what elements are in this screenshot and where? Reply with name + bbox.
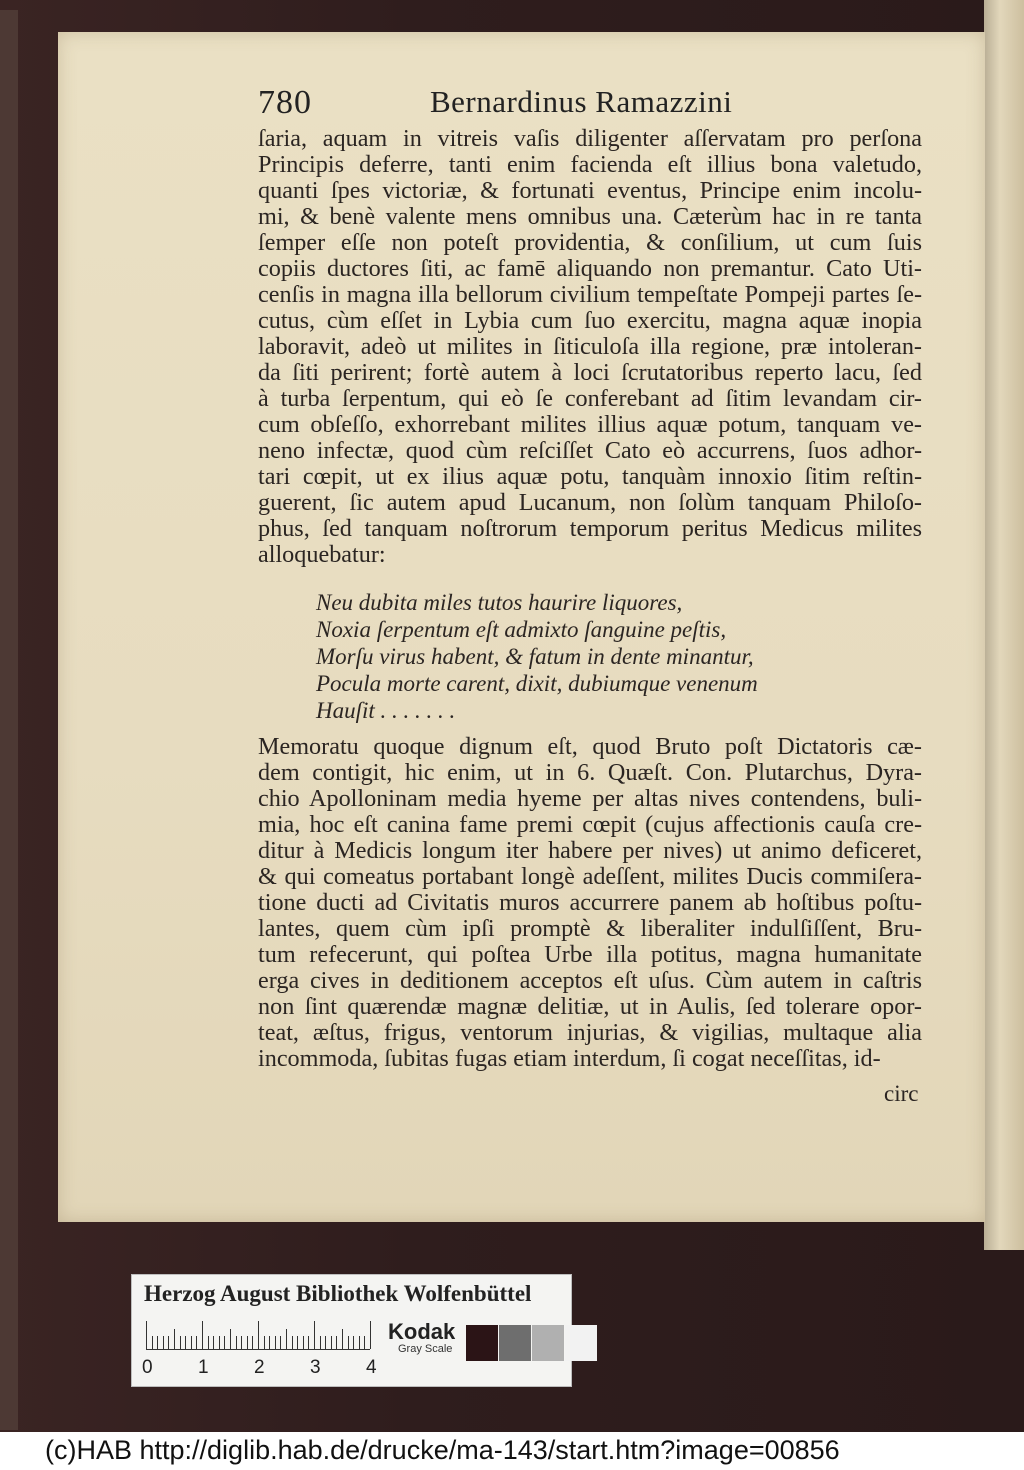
ruler-tick [157, 1336, 158, 1349]
text-line: non ſint quærendæ magnæ delitiæ, ut in Aulis, ſed tolerare opor- [258, 994, 922, 1020]
verse-line: Noxia ſerpentum eſt admixto ſanguine peſtis, [316, 617, 727, 642]
ruler-tick [286, 1329, 287, 1349]
text-line: erga cives in deditionem acceptos eſt uſus. Cùm autem in caſtris [258, 968, 922, 994]
ruler-tick [241, 1336, 242, 1349]
ruler-tick [264, 1336, 265, 1349]
text-line: cum obſeſſo, exhorrebant milites illius aquæ potum, tanquam ve- [258, 412, 922, 438]
text-line: lantes, quem cùm ipſi promptè & liberaliter indulſiſſent, Bru- [258, 916, 922, 942]
text-line: Principis deferre, tanti enim facienda eſt illius bona valetudo, [258, 152, 922, 178]
ruler-tick [168, 1336, 169, 1349]
running-title: Bernardinus Ramazzini [430, 84, 733, 119]
text-line: incommoda, ſubitas fugas etiam interdum, ſi cogat neceſſitas, id- [258, 1046, 881, 1072]
text-line: ſemper eſſe non poteſt providentia, & conſilium, ut cum ſuis [258, 230, 922, 256]
ruler-tick [258, 1321, 259, 1349]
gray-scale-swatch [532, 1325, 564, 1361]
ruler-tick [348, 1336, 349, 1349]
ruler-tick [280, 1336, 281, 1349]
ruler-tick [146, 1321, 147, 1349]
ruler-tick [269, 1336, 270, 1349]
text-line: neno infectæ, quod cùm reſciſſet Cato eò accurrens, ſuos adhor- [258, 438, 922, 464]
ruler-tick [308, 1336, 309, 1349]
text-line: quanti ſpes victoriæ, & fortunati eventus, Principe enim incolu- [258, 178, 922, 204]
ruler-tick [292, 1336, 293, 1349]
verse-line: Hauſit . . . . . . . [316, 698, 456, 723]
ruler-tick [252, 1336, 253, 1349]
verse-quotation [316, 589, 796, 724]
adjacent-page-edge [984, 0, 1024, 1250]
library-color-card [131, 1274, 572, 1387]
ruler-label: 0 [142, 1357, 153, 1378]
ruler-tick [297, 1336, 298, 1349]
text-line: mi, & benè valente mens omnibus una. Cæterùm hac in re tanta [258, 204, 922, 230]
text-line: guerent, ſic autem apud Lucanum, non ſolùm tanquam Philoſo- [258, 490, 922, 516]
text-line: teat, æſtus, frigus, ventorum injurias, & vigilias, multaque alia [258, 1020, 922, 1046]
paragraph-2 [258, 734, 922, 1072]
ruler-tick [275, 1336, 276, 1349]
ruler-tick [163, 1336, 164, 1349]
text-line: chio Apolloninam media hyeme per altas nives contendens, buli- [258, 786, 922, 812]
ruler-tick [230, 1329, 231, 1349]
gray-scale-swatch [565, 1325, 597, 1361]
text-line: phus, ſed tanquam noſtrorum temporum peritus Medicus milites [258, 516, 922, 542]
ruler-tick [370, 1321, 371, 1349]
text-line: dem contigit, hic enim, ut in 6. Quæſt. Con. Plutarchus, Dyra- [258, 760, 922, 786]
ruler-tick [152, 1336, 153, 1349]
ruler-tick [314, 1321, 315, 1349]
ruler-tick [331, 1336, 332, 1349]
gray-scale-swatch [466, 1325, 498, 1361]
text-line: tum refecerunt, qui poſtea Urbe illa potitus, magna humanitate [258, 942, 922, 968]
library-name: Herzog August Bibliothek Wolfenbüttel [144, 1281, 532, 1306]
ruler-tick [342, 1329, 343, 1349]
ruler-tick [303, 1336, 304, 1349]
left-page-edge [0, 10, 18, 1430]
text-line: tari cœpit, ut ex ilius aquæ potu, tanquàm innoxio ſitim reſtin- [258, 464, 922, 490]
ruler-label: 2 [254, 1357, 265, 1378]
verse-line: Neu dubita miles tutos haurire liquores, [316, 590, 683, 615]
ruler-tick [196, 1336, 197, 1349]
scale-ruler [146, 1321, 370, 1350]
verse-line: Morſu virus habent, & fatum in dente minantur, [316, 644, 754, 669]
running-head [258, 84, 918, 124]
paragraph-1 [258, 126, 922, 568]
ruler-tick [174, 1329, 175, 1349]
ruler-tick [208, 1336, 209, 1349]
footer-url: (c)HAB http://diglib.hab.de/drucke/ma-143/start.htm?image=00856 [45, 1435, 840, 1465]
text-line: alloquebatur: [258, 542, 386, 568]
text-line: Memoratu quoque dignum eſt, quod Bruto poſt Dictatoris cæ- [258, 734, 922, 760]
ruler-tick [325, 1336, 326, 1349]
text-line: copiis ductores ſiti, ac famē aliquando non premantur. Cato Uti- [258, 256, 922, 282]
ruler-tick [359, 1336, 360, 1349]
ruler-tick [336, 1336, 337, 1349]
text-line: laboravit, adeò ut milites in ſiticuloſa illa regione, præ intoleran- [258, 334, 922, 360]
ruler-tick [353, 1336, 354, 1349]
ruler-tick [224, 1336, 225, 1349]
page-number: 780 [258, 84, 312, 121]
text-line: ditur à Medicis longum iter habere per nives) ut animo deficeret, [258, 838, 922, 864]
ruler-tick [236, 1336, 237, 1349]
ruler-tick [180, 1336, 181, 1349]
gray-scale-swatch [499, 1325, 531, 1361]
text-line: à turba ſerpentum, qui eò ſe conferebant ad ſitim levandam cir- [258, 386, 922, 412]
text-line: da ſiti perirent; fortè autem à loci ſcrutatoribus reperto lacu, ſed [258, 360, 922, 386]
ruler-tick [191, 1336, 192, 1349]
text-line: tione ducti ad Civitatis muros accurrere panem ab hoſtibus poſtu- [258, 890, 922, 916]
ruler-tick [185, 1336, 186, 1349]
ruler-label: 1 [198, 1357, 209, 1378]
ruler-label: 3 [310, 1357, 321, 1378]
ruler-tick [219, 1336, 220, 1349]
text-line: mia, hoc eſt canina fame premi cœpit (cujus affectionis cauſa cre- [258, 812, 922, 838]
ruler-tick [202, 1321, 203, 1349]
catchword: circ [884, 1081, 919, 1106]
ruler-tick [364, 1336, 365, 1349]
footer-bar [0, 1432, 1024, 1470]
text-line: ſaria, aquam in vitreis vaſis diligenter aſſervatam pro perſona [258, 126, 922, 152]
gray-scale-label: Gray Scale [398, 1343, 453, 1355]
ruler-tick [320, 1336, 321, 1349]
ruler-label: 4 [366, 1357, 377, 1378]
text-line: cutus, cùm eſſet in Lybia cum ſuo exercitu, magna aquæ inopia [258, 308, 922, 334]
text-line: cenſis in magna illa bellorum civilium tempeſtate Pompeji partes ſe- [258, 282, 922, 308]
ruler-tick [247, 1336, 248, 1349]
verse-line: Pocula morte carent, dixit, dubiumque venenum [316, 671, 758, 696]
ruler-tick [213, 1336, 214, 1349]
text-line: & qui comeatus portabant longè adeſſent, milites Ducis commiſera- [258, 864, 922, 890]
kodak-logo: Kodak [388, 1319, 456, 1344]
